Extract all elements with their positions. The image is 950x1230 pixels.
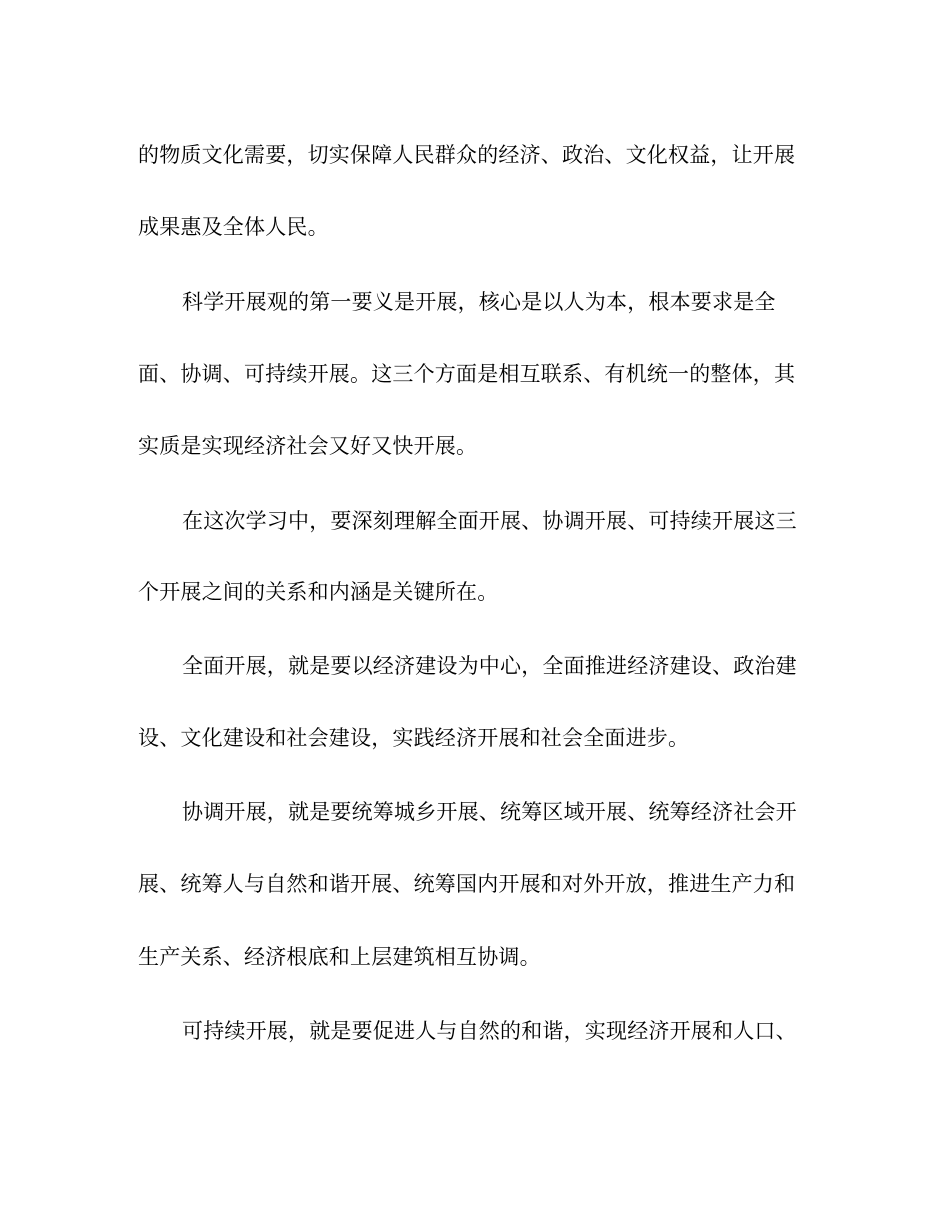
text-line: 的物质文化需要，切实保障人民群众的经济、政治、文化权益，让开展 (138, 143, 796, 167)
text-line: 生产关系、经济根底和上层建筑相互协调。 (138, 945, 541, 969)
text-line: 面、协调、可持续开展。这三个方面是相互联系、有机统一的整体，其 (138, 362, 796, 386)
paragraph-start-line: 协调开展，就是要统筹城乡开展、统筹区域开展、统筹经济社会开 (182, 800, 797, 824)
paragraph-start-line: 在这次学习中，要深刻理解全面开展、协调开展、可持续开展这三 (182, 509, 797, 533)
paragraph-start-line: 全面开展，就是要以经济建设为中心，全面推进经济建设、政治建 (182, 654, 797, 678)
text-line: 设、文化建设和社会建设，实践经济开展和社会全面进步。 (138, 726, 690, 750)
text-line: 成果惠及全体人民。 (138, 215, 329, 239)
paragraph-start-line: 可持续开展，就是要促进人与自然的和谐，实现经济开展和人口、 (182, 1019, 797, 1043)
paragraph-start-line: 科学开展观的第一要义是开展，核心是以人为本，根本要求是全 (182, 290, 776, 314)
text-line: 实质是实现经济社会又好又快开展。 (138, 434, 478, 458)
text-line: 展、统筹人与自然和谐开展、统筹国内开展和对外开放，推进生产力和 (138, 872, 796, 896)
text-line: 个开展之间的关系和内涵是关键所在。 (138, 580, 499, 604)
